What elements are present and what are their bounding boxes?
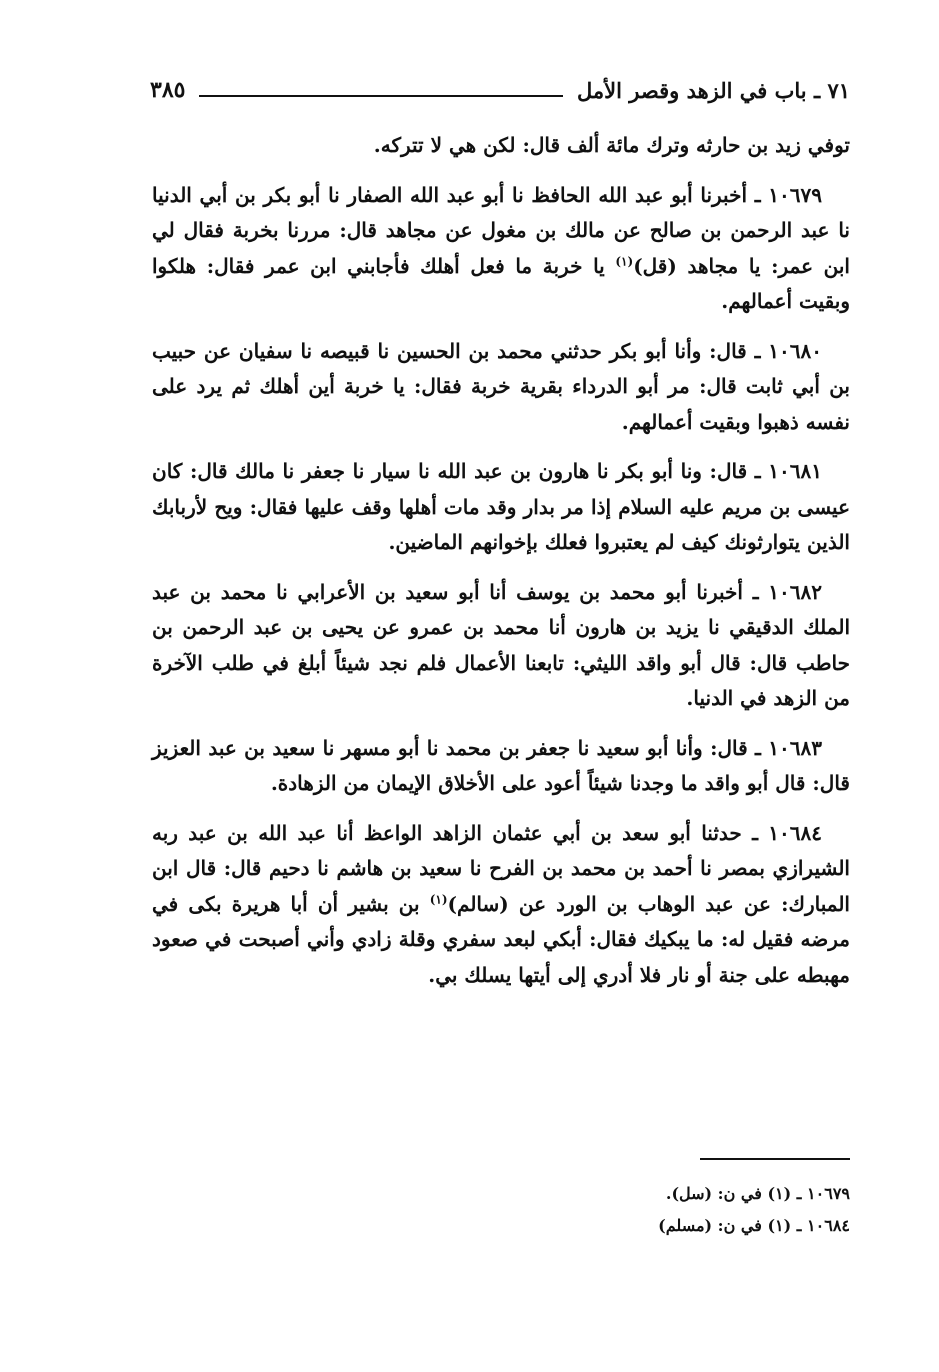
paragraph-text: يا خربة ما فعل أهلك فأجابني ابن عمر فقال: هلكوا وبقيت أعمالهم. xyxy=(152,253,850,313)
footnote-item: ١٠٦٨٤ ـ (١) في ن: (مسلم) xyxy=(658,1216,850,1235)
paragraph-continuation xyxy=(152,128,850,164)
paragraph-text: ـ قال: ونا أبو بكر نا هارون بن عبد الله نا سيار نا جعفر نا مالك قال: كان عيسى بن مريم عليه السلام إذا مر بدار وقد مات أهلها وقف عليها فقال: ويح لأربابك الذين يتوارثونك كيف لم يعتبروا فعلك بإخوانهم الماضين. xyxy=(152,459,850,554)
footnote-reference: (١) xyxy=(429,891,448,906)
paragraph-text: توفي زيد بن حارثه وترك مائة ألف قال: لكن هي لا تتركه. xyxy=(373,133,850,157)
hadith-10684 xyxy=(152,816,850,994)
main-text xyxy=(152,128,850,1007)
hadith-10683 xyxy=(152,731,850,802)
hadith-10680 xyxy=(152,334,850,441)
hadith-number: ١٠٦٨٠ xyxy=(768,338,822,363)
hadith-10681 xyxy=(152,454,850,561)
paragraph-text: ـ قال: وأنا أبو بكر حدثني محمد بن الحسين نا قبيصه نا سفيان عن حبيب بن أبي ثابت قال: مر أبو الدرداء بقرية خربة فقال: يا خربة أين أهلك ثم يرد على نفسه ذهبوا وبقيت أعمالهم. xyxy=(152,338,850,434)
page-number: ٣٨٥ xyxy=(150,77,186,103)
chapter-title: ٧١ ـ باب في الزهد وقصر الأمل xyxy=(577,77,850,103)
hadith-10682 xyxy=(152,575,850,717)
hadith-number: ١٠٦٨١ xyxy=(768,459,822,483)
hadith-number: ١٠٦٨٤ xyxy=(768,820,822,845)
paragraph-text: بن بشير أن أبا هريرة بكى في مرضه فقيل له: ما يبكيك فقال: أبكي لبعد سفري وقلة زادي وأني أصبحت في صعود مهبطه على جنة أو نار فلا أدري إلى أيتها يسلك بي. xyxy=(152,891,850,987)
hadith-number: ١٠٦٨٢ xyxy=(768,579,822,604)
paragraph-text: ـ أخبرنا أبو محمد بن يوسف أنا أبو سعيد بن الأعرابي نا محمد بن عبد الملك الدقيقي نا يزيد بن هارون أنا محمد بن عمرو عن يحيى بن عبد الرحمن بن حاطب قال: قال أبو واقد الليثي: تابعنا الأعمال فلم نجد شيئاً أبلغ في طلب الآخرة من الزهد في الدنيا. xyxy=(152,579,851,710)
header-rule xyxy=(199,95,563,97)
footnotes xyxy=(452,1178,850,1242)
hadith-number: ١٠٦٨٣ xyxy=(768,735,822,760)
footnote-reference: (١) xyxy=(615,253,634,268)
page-header xyxy=(150,70,850,110)
paragraph-text: ـ حدثنا أبو سعد بن أبي عثمان الزاهد الواعظ أنا عبد الله بن عبد ربه الشيرازي بمصر نا أحمد بن محمد بن الفرح نا سعيد بن هاشم نا دحيم قال: قال ابن المبارك: عن عبد الوهاب بن الورد عن (سالم) xyxy=(152,820,850,916)
footnote-item: ١٠٦٧٩ ـ (١) في ن: (سل). xyxy=(665,1184,850,1203)
footnote-separator xyxy=(700,1158,850,1160)
paragraph-text: ـ أخبرنا أبو عبد الله الحافظ نا أبو عبد الله الصفار نا أبو بكر بن أبي الدنيا نا عبد الرحمن بن صالح عن مالك بن مغول عن مجاهد قال: مررنا بخربة فقال لي ابن عمر: يا مجاهد (قل) xyxy=(152,182,850,278)
hadith-number: ١٠٦٧٩ xyxy=(768,182,822,207)
paragraph-text: ـ قال: وأنا أبو سعيد نا جعفر بن محمد نا أبو مسهر نا سعيد بن عبد العزيز قال: قال أبو واقد ما وجدنا شيئاً أعود على الأخلاق الإيمان من الزهادة. xyxy=(152,735,850,795)
hadith-10679 xyxy=(152,178,850,320)
